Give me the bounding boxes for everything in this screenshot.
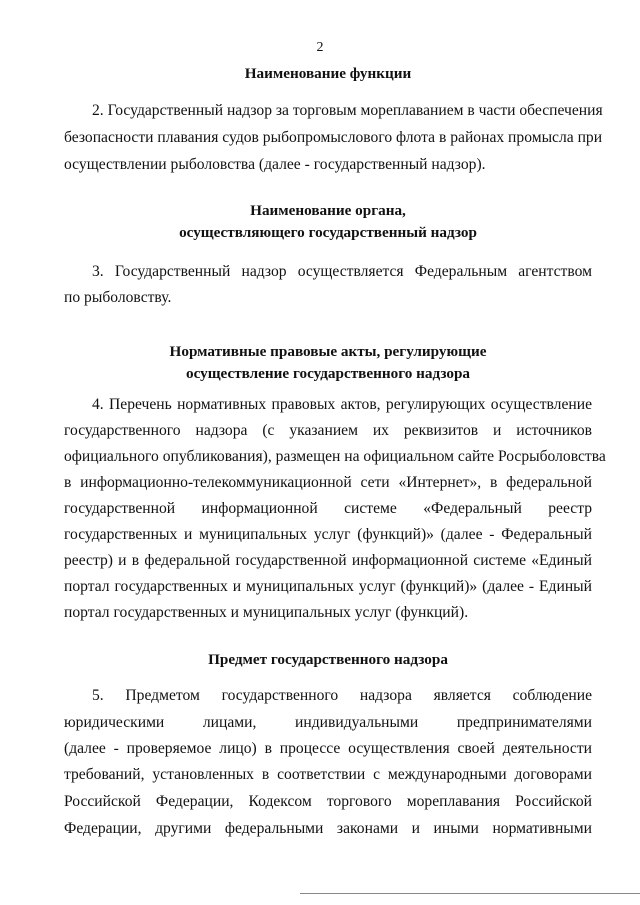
paragraph-line: государственного надзора (с указанием их реквизитов и источников	[64, 422, 592, 439]
paragraph-line: осуществлении рыболовства (далее - государственный надзор).	[64, 156, 486, 173]
paragraph-line: 3. Государственный надзор осуществляется Федеральным агентством	[92, 263, 592, 280]
paragraph-line: Российской Федерации, Кодексом торгового мореплавания Российской	[64, 793, 592, 810]
paragraph-line: государственной информационной системе «Федеральный реестр	[64, 500, 592, 517]
section-heading-authority: Наименование органа, осуществляющего государственный надзор	[179, 202, 477, 241]
paragraph-line: (далее - проверяемое лицо) в процессе осуществления своей деятельности	[64, 740, 592, 757]
paragraph-line: 2. Государственный надзор за торговым мореплаванием в части обеспечения	[92, 102, 603, 119]
paragraph-line: по рыболовству.	[64, 289, 172, 306]
section-heading-subject: Предмет государственного надзора	[208, 651, 448, 668]
scan-edge-divider	[300, 893, 640, 894]
section-heading-legal-acts: Нормативные правовые акты, регулирующие осуществление государственного надзора	[169, 343, 487, 382]
paragraph-line: государственных и муниципальных услуг (функций)» (далее - Федеральный	[64, 526, 592, 543]
paragraph-line: юридическими лицами, индивидуальными предпринимателями	[64, 714, 592, 731]
paragraph-line: безопасности плавания судов рыбопромыслового флота в районах промысла при	[64, 129, 603, 146]
paragraph-line: в информационно-телекоммуникационной сети «Интернет», в федеральной	[64, 474, 592, 491]
paragraph-line: официального опубликования), размещен на официальном сайте Росрыболовства	[64, 448, 606, 465]
paragraph-line: Федерации, другими федеральными законами и иными нормативными	[64, 820, 592, 837]
paragraph-line: портал государственных и муниципальных услуг (функций)» (далее - Единый	[64, 578, 592, 595]
paragraph-line: 5. Предметом государственного надзора является соблюдение	[92, 687, 592, 704]
paragraph-line: 4. Перечень нормативных правовых актов, регулирующих осуществление	[92, 396, 592, 413]
paragraph-line: портал государственных и муниципальных услуг (функций).	[64, 604, 469, 621]
paragraph-line: требований, установленных в соответствии с международными договорами	[64, 766, 592, 783]
page-number: 2	[316, 40, 324, 55]
paragraph-line: реестр) и в федеральной государственной информационной системе «Единый	[64, 552, 592, 569]
section-heading-function-name: Наименование функции	[244, 65, 412, 82]
